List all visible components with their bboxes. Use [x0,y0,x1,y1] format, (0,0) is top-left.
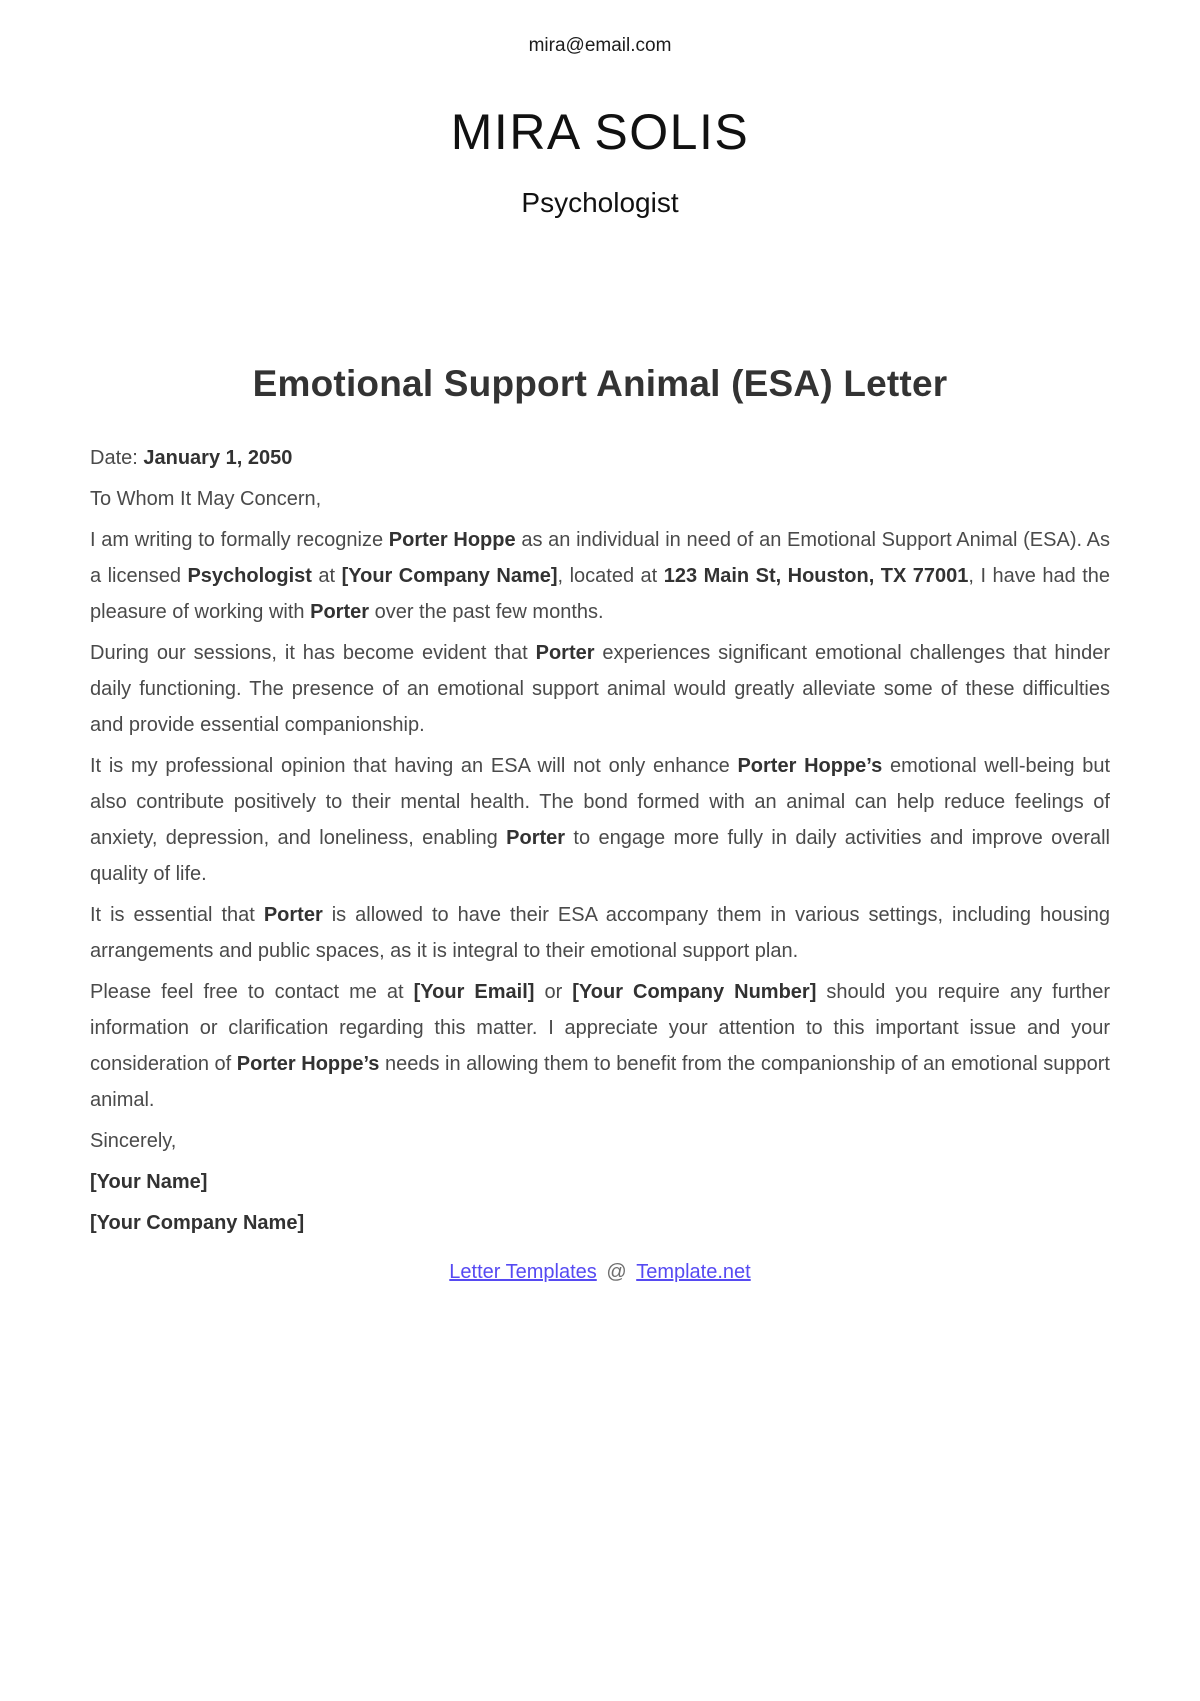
bold-text: Porter Hoppe’s [236,1053,380,1075]
author-name: MIRA SOLIS [450,104,750,160]
body-text: , I have had the pleasure of working with [90,565,1110,623]
body-text: at [311,565,342,587]
body-text: Please feel free to contact me at [90,981,414,1003]
signature-company [90,1205,1110,1241]
body-text: During our sessions, it has become evident that [90,642,536,664]
closing [90,1123,1110,1159]
date-line [90,440,1110,476]
bold-text: Porter Hoppe’s [737,755,883,777]
body-text: emotional well-being but also contribute positively to their mental health. The bond formed with an animal can help reduce feelings of anxiety, depression, and loneliness, enabling [90,755,1110,849]
bold-text: Porter Hoppe [388,529,516,551]
body-text: or [534,981,573,1003]
paragraph-accompaniment [90,897,1110,969]
bold-text: [Your Company Name] [341,565,558,587]
salutation [90,481,1110,517]
body-text: over the past few months. [369,601,604,623]
attribution-line [90,1257,1110,1287]
bold-text: [Your Company Number] [572,981,817,1003]
bold-text: Porter [506,827,566,849]
paragraph-professional-opinion [90,748,1110,892]
body-text: should you require any further information or clarification regarding this matter. I appreciate your attention to this important issue and your consideration of [90,981,1110,1075]
body-text: needs in allowing them to benefit from the companionship of an emotional support animal. [90,1053,1110,1111]
letter-title: Emotional Support Animal (ESA) Letter [252,363,948,404]
bold-text: Psychologist [187,565,312,587]
body-text: as an individual in need of an Emotional Support Animal (ESA). As a licensed [90,529,1110,587]
paragraph-introduction [90,522,1110,630]
signature-name [90,1164,1110,1200]
bold-text: January 1, 2050 [143,447,293,469]
template-net-link[interactable]: Template.net [636,1261,751,1283]
paragraph-contact [90,974,1110,1118]
body-text: is allowed to have their ESA accompany them in various settings, including housing arrangements and public spaces, as it is integral to their emotional support plan. [90,904,1111,962]
letter-body [90,440,1110,1241]
body-text: Sincerely, [90,1130,177,1152]
body-text: experiences significant emotional challenges that hinder daily functioning. The presence of an emotional support animal would greatly alleviate some of these difficulties and provide essential companionship. [90,642,1110,736]
body-text: Date: [90,447,144,469]
bold-text: Porter [310,601,370,623]
bold-text: [Your Company Name] [90,1212,305,1234]
body-text: It is essential that [90,904,264,926]
bold-text: 123 Main St, Houston, TX 77001 [663,565,969,587]
body-text: To Whom It May Concern, [90,488,322,510]
letter-templates-link[interactable]: Letter Templates [449,1261,597,1283]
body-text: , located at [557,565,664,587]
body-text: to engage more fully in daily activities and improve overall quality of life. [90,827,1110,885]
bold-text: Porter [263,904,323,926]
paragraph-sessions [90,635,1110,743]
contact-email: mira@email.com [528,35,672,56]
bold-text: [Your Email] [413,981,535,1003]
bold-text: Porter [535,642,595,664]
attribution-separator: @ [600,1261,633,1283]
body-text: I am writing to formally recognize [90,529,389,551]
body-text: It is my professional opinion that having an ESA will not only enhance [90,755,738,777]
author-role: Psychologist [521,187,679,218]
bold-text: [Your Name] [90,1171,208,1193]
